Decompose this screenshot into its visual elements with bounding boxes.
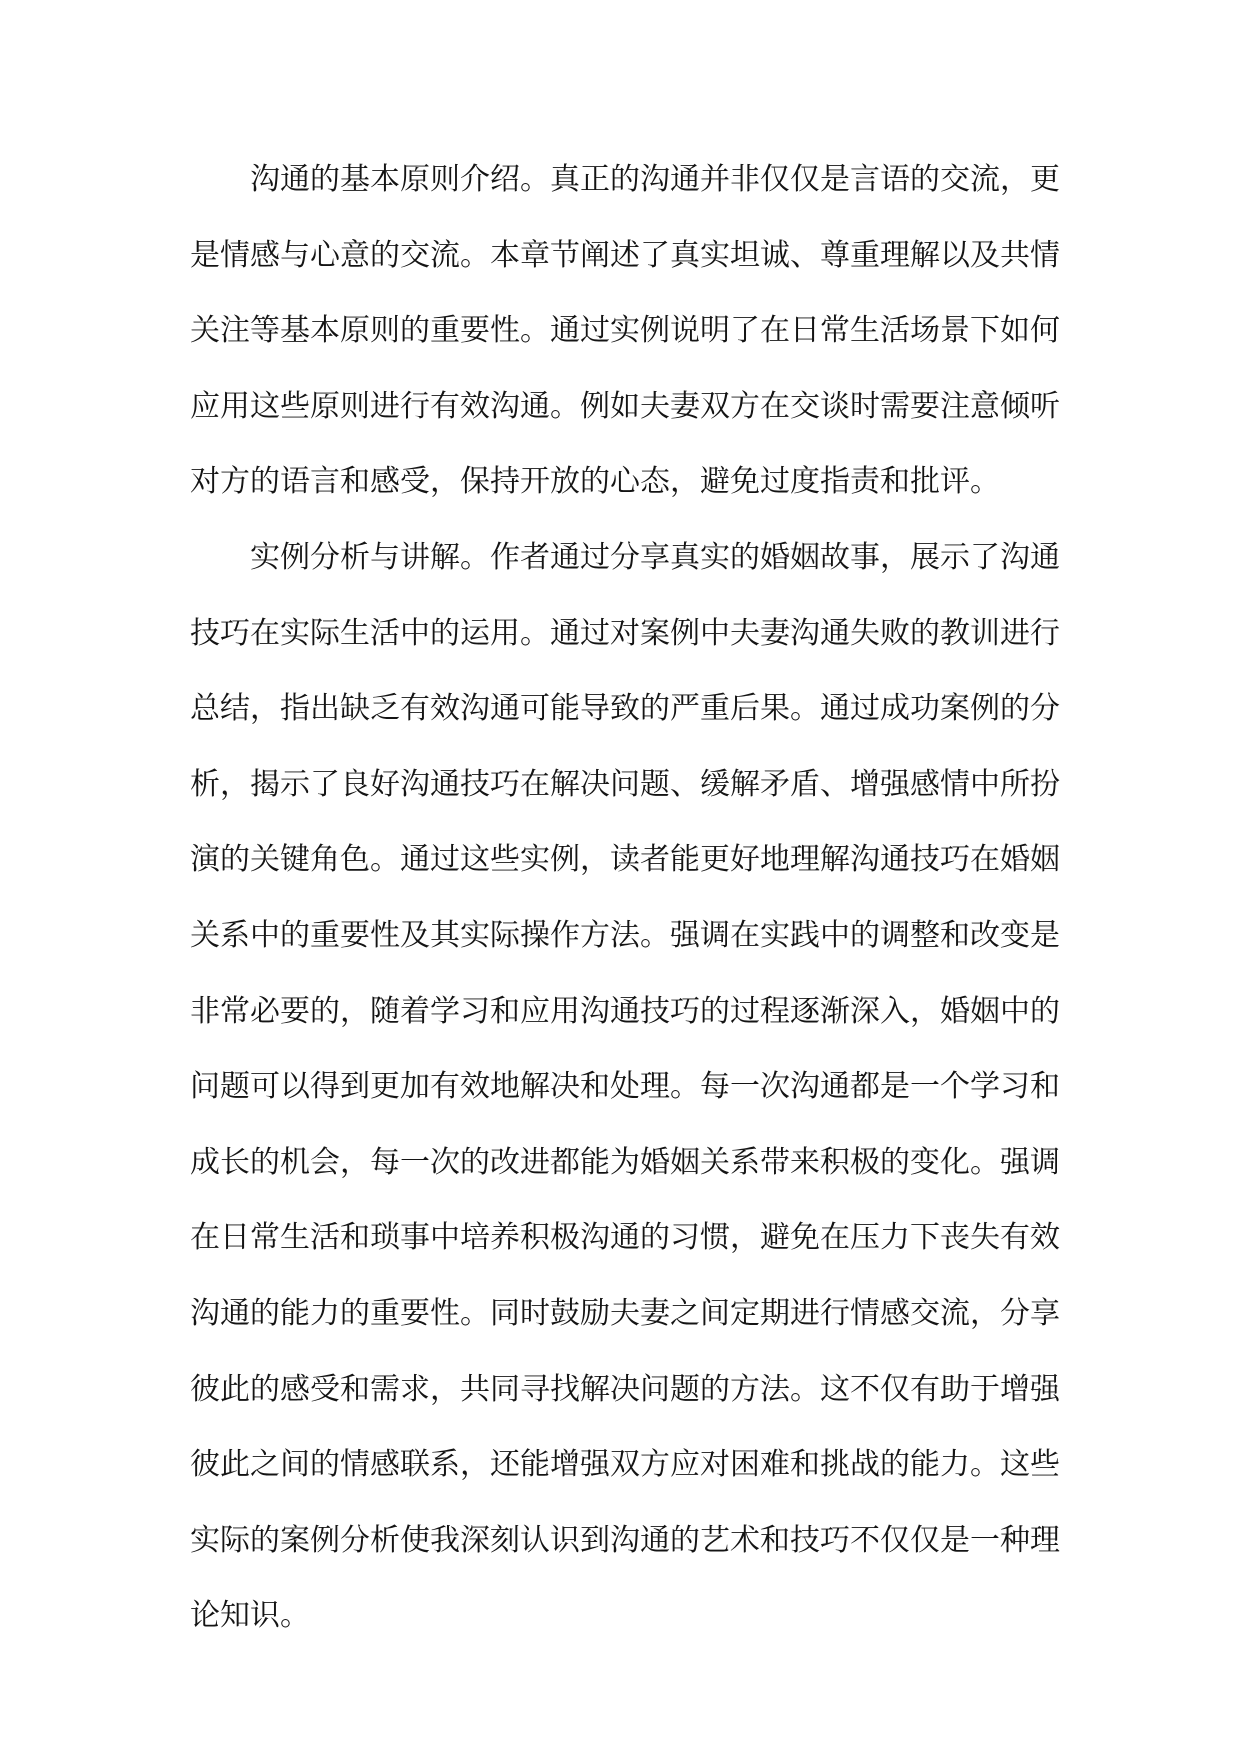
paragraph-case-analysis: 实例分析与讲解。作者通过分享真实的婚姻故事，展示了沟通技巧在实际生活中的运用。通过对案例中夫妻沟通失败的教训进行总结，指出缺乏有效沟通可能导致的严重后果。通过成功案例的分析，揭示了良好沟通技巧在解决问题、缓解矛盾、增强感情中所扮演的关键角色。通过这些实例，读者能更好地理解沟通技巧在婚姻关系中的重要性及其实际操作方法。强调在实践中的调整和改变是非常必要的，随着学习和应用沟通技巧的过程逐渐深入，婚姻中的问题可以得到更加有效地解决和处理。每一次沟通都是一个学习和成长的机会，每一次的改进都能为婚姻关系带来积极的变化。强调在日常生活和琐事中培养积极沟通的习惯，避免在压力下丧失有效沟通的能力的重要性。同时鼓励夫妻之间定期进行情感交流，分享彼此的感受和需求，共同寻找解决问题的方法。这不仅有助于增强彼此之间的情感联系，还能增强双方应对困难和挑战的能力。这些实际的案例分析使我深刻认识到沟通的艺术和技巧不仅仅是一种理论知识。 [190, 539, 1060, 1634]
paragraph-communication-principles: 沟通的基本原则介绍。真正的沟通并非仅仅是言语的交流，更是情感与心意的交流。本章节阐述了真实坦诚、尊重理解以及共情关注等基本原则的重要性。通过实例说明了在日常生活场景下如何应用这些原则进行有效沟通。例如夫妻双方在交谈时需要注意倾听对方的语言和感受，保持开放的心态，避免过度指责和批评。 [190, 162, 1060, 500]
body-text [190, 142, 1060, 1654]
